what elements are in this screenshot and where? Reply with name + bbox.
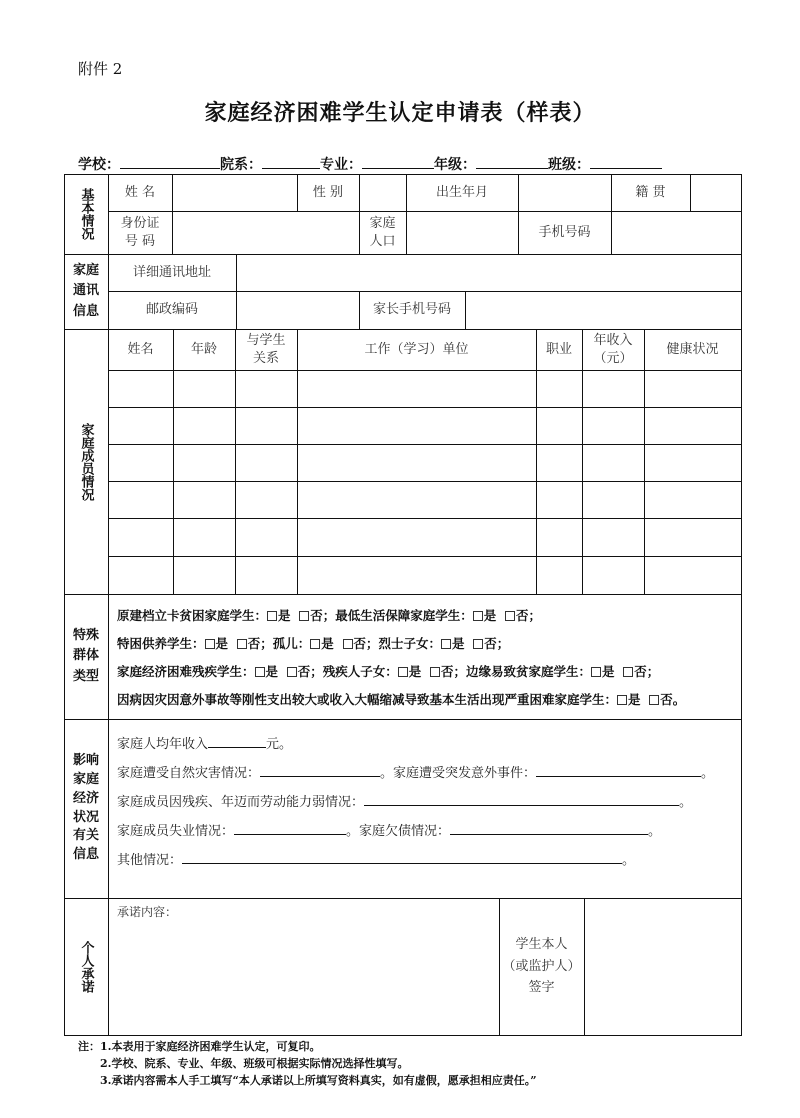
department-label: 院系： xyxy=(220,157,262,173)
checkbox-icon[interactable] xyxy=(205,639,215,649)
note-1: 注：1.本表用于家庭经济困难学生认定，可复印。 xyxy=(78,1040,321,1053)
special-row-2: 特困供养学生： 是 否；孤儿： 是 否；烈士子女： 是 否； xyxy=(117,636,510,651)
name-label: 姓 名 xyxy=(124,184,156,200)
checkbox-icon[interactable] xyxy=(591,667,601,677)
note-2: 2.学校、院系、专业、年级、班级可根据实际情况选择性填写。 xyxy=(100,1057,409,1070)
signature-field[interactable] xyxy=(586,900,740,1033)
school-blank[interactable] xyxy=(120,155,220,169)
other-line: 其他情况： 。 xyxy=(117,853,636,868)
native-place-field[interactable] xyxy=(690,174,741,211)
parent-mobile-field[interactable] xyxy=(465,291,741,329)
page-title: 家庭经济困难学生认定申请表（样表） xyxy=(204,100,596,126)
special-row-3: 家庭经济困难残疾学生： 是 否；残疾人子女： 是 否；边缘易致贫家庭学生： 是 否； xyxy=(117,664,660,679)
checkbox-icon[interactable] xyxy=(299,611,309,621)
checkbox-icon[interactable] xyxy=(505,611,515,621)
special-row-1: 原建档立卡贫困家庭学生： 是 否；最低生活保障家庭学生： 是 否； xyxy=(117,608,542,623)
member-col-income: 年收入 （元） xyxy=(593,332,633,366)
signature-label: 学生本人 （或监护人） 签字 xyxy=(502,937,581,996)
promise-content-field[interactable] xyxy=(112,920,496,1032)
special-row-4: 因病因灾因意外事故等刚性支出较大或收入大幅缩减导致基本生活出现严重困难家庭学生： 是 否。 xyxy=(117,692,686,707)
checkbox-icon[interactable] xyxy=(473,611,483,621)
income-line: 家庭人均年收入 元。 xyxy=(117,737,293,752)
id-card-label: 身份证 号 码 xyxy=(120,215,160,249)
income-blank[interactable] xyxy=(208,735,266,748)
mobile-field[interactable] xyxy=(611,211,741,254)
disability-blank[interactable] xyxy=(364,793,679,806)
family-size-field[interactable] xyxy=(406,211,518,254)
parent-mobile-label: 家长手机号码 xyxy=(372,302,451,318)
member-col-name: 姓名 xyxy=(127,341,154,357)
checkbox-icon[interactable] xyxy=(267,611,277,621)
checkbox-icon[interactable] xyxy=(255,667,265,677)
checkbox-icon[interactable] xyxy=(310,639,320,649)
postcode-field[interactable] xyxy=(236,291,359,329)
special-section-label: 特殊 群体 类型 xyxy=(72,628,99,684)
unemployment-line: 家庭成员失业情况： 。家庭欠债情况： 。 xyxy=(117,824,662,839)
checkbox-icon[interactable] xyxy=(649,695,659,705)
disability-line: 家庭成员因残疾、年迈而劳动能力弱情况： 。 xyxy=(117,795,693,810)
native-place-label: 籍 贯 xyxy=(635,184,666,200)
checkbox-icon[interactable] xyxy=(617,695,627,705)
member-col-workplace: 工作（学习）单位 xyxy=(364,341,469,357)
member-row-6[interactable] xyxy=(108,556,741,594)
disaster-line: 家庭遭受自然灾害情况： 。家庭遭受突发意外事件： 。 xyxy=(117,766,715,781)
influence-section-label: 影响 家庭 经济 状况 有关 信息 xyxy=(72,752,99,863)
birth-label: 出生年月 xyxy=(435,184,488,200)
promise-section-label: 个人承诺 xyxy=(78,940,94,993)
checkbox-icon[interactable] xyxy=(237,639,247,649)
promise-content-label: 承诺内容： xyxy=(117,905,178,919)
mobile-label: 手机号码 xyxy=(538,224,591,240)
grade-label: 年级： xyxy=(434,157,476,173)
member-col-occupation: 职业 xyxy=(545,341,572,357)
postcode-label: 邮政编码 xyxy=(145,302,198,318)
members-section-label: 家庭成员情况 xyxy=(78,422,94,501)
attachment-label: 附件 2 xyxy=(78,60,123,78)
id-card-field[interactable] xyxy=(172,211,359,254)
major-blank[interactable] xyxy=(362,155,434,169)
member-row-1[interactable] xyxy=(108,370,741,407)
checkbox-icon[interactable] xyxy=(398,667,408,677)
unemployment-blank[interactable] xyxy=(234,822,346,835)
major-label: 专业： xyxy=(320,157,362,173)
school-label: 学校： xyxy=(78,157,120,173)
note-3: 3.承诺内容需本人手工填写“本人承诺以上所填写资料真实，如有虚假，愿承担相应责任。” xyxy=(100,1074,537,1087)
member-row-4[interactable] xyxy=(108,481,741,518)
basic-section-label: 基本情况 xyxy=(78,188,94,240)
accident-blank[interactable] xyxy=(536,764,701,777)
grade-blank[interactable] xyxy=(476,155,548,169)
disaster-blank[interactable] xyxy=(260,764,380,777)
checkbox-icon[interactable] xyxy=(287,667,297,677)
class-blank[interactable] xyxy=(590,155,662,169)
gender-label: 性 别 xyxy=(312,184,344,200)
department-blank[interactable] xyxy=(262,155,320,169)
address-field[interactable] xyxy=(236,254,741,291)
member-row-5[interactable] xyxy=(108,518,741,556)
checkbox-icon[interactable] xyxy=(343,639,353,649)
member-row-3[interactable] xyxy=(108,444,741,481)
address-label: 详细通讯地址 xyxy=(132,264,211,280)
member-col-age: 年龄 xyxy=(190,341,217,357)
checkbox-icon[interactable] xyxy=(441,639,451,649)
family-size-label: 家庭 人口 xyxy=(369,215,396,249)
class-label: 班级： xyxy=(548,157,590,173)
birth-field[interactable] xyxy=(518,174,611,211)
checkbox-icon[interactable] xyxy=(430,667,440,677)
gender-field[interactable] xyxy=(359,174,406,211)
debt-blank[interactable] xyxy=(450,822,648,835)
checkbox-icon[interactable] xyxy=(473,639,483,649)
member-row-2[interactable] xyxy=(108,407,741,444)
other-blank[interactable] xyxy=(182,851,622,864)
header-fields xyxy=(78,154,738,174)
name-field[interactable] xyxy=(172,174,297,211)
member-col-health: 健康状况 xyxy=(666,341,719,357)
member-col-relation: 与学生 关系 xyxy=(246,332,286,366)
checkbox-icon[interactable] xyxy=(623,667,633,677)
contact-section-label: 家庭 通讯 信息 xyxy=(72,263,99,319)
